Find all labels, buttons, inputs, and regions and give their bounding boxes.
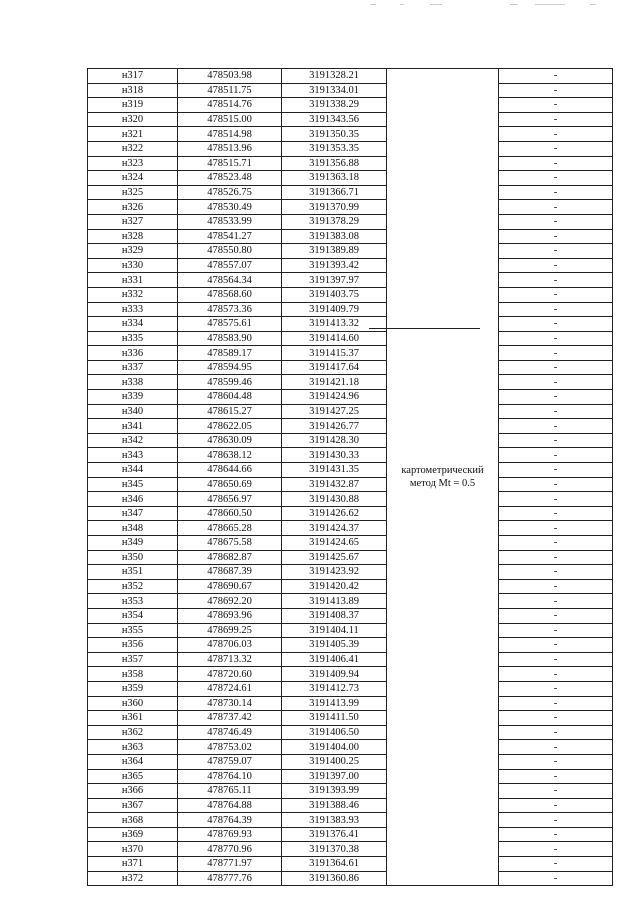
dash-cell: - [499,258,613,273]
y-coordinate-cell: 3191389.89 [282,244,387,259]
dash-cell: - [499,754,613,769]
point-name-cell: н329 [88,244,178,259]
dash-cell: - [499,594,613,609]
dash-cell: - [499,229,613,244]
table-row [88,331,613,346]
dash-cell: - [499,579,613,594]
y-coordinate-cell: 3191424.37 [282,521,387,536]
x-coordinate-cell: 478514.76 [178,98,282,113]
y-coordinate-cell: 3191415.37 [282,346,387,361]
x-coordinate-cell: 478630.09 [178,433,282,448]
table-row [88,360,613,375]
table-row [88,769,613,784]
x-coordinate-cell: 478511.75 [178,83,282,98]
dash-cell: - [499,141,613,156]
table-row [88,521,613,536]
point-name-cell: н367 [88,798,178,813]
dash-cell: - [499,536,613,551]
point-name-cell: н343 [88,448,178,463]
table-row [88,696,613,711]
point-name-cell: н351 [88,565,178,580]
x-coordinate-cell: 478660.50 [178,506,282,521]
point-name-cell: н318 [88,83,178,98]
table-row [88,448,613,463]
dash-cell: - [499,404,613,419]
dash-cell: - [499,346,613,361]
table-row [88,214,613,229]
x-coordinate-cell: 478764.10 [178,769,282,784]
table-row [88,112,613,127]
dash-cell: - [499,769,613,784]
dash-cell: - [499,638,613,653]
x-coordinate-cell: 478746.49 [178,725,282,740]
table-row [88,244,613,259]
y-coordinate-cell: 3191413.32 [282,317,387,332]
table-row [88,156,613,171]
table-row [88,98,613,113]
y-coordinate-cell: 3191426.62 [282,506,387,521]
dash-cell: - [499,725,613,740]
dash-cell: - [499,214,613,229]
point-name-cell: н344 [88,463,178,478]
x-coordinate-cell: 478513.96 [178,141,282,156]
dash-cell: - [499,317,613,332]
dash-cell: - [499,185,613,200]
dash-cell: - [499,360,613,375]
point-name-cell: н325 [88,185,178,200]
x-coordinate-cell: 478675.58 [178,536,282,551]
dash-cell: - [499,667,613,682]
table-row [88,871,613,886]
table-row [88,463,613,478]
x-coordinate-cell: 478656.97 [178,492,282,507]
table-row [88,827,613,842]
dash-cell: - [499,419,613,434]
table-row [88,579,613,594]
point-name-cell: н340 [88,404,178,419]
point-name-cell: н322 [88,141,178,156]
x-coordinate-cell: 478759.07 [178,754,282,769]
method-cell-divider [369,328,480,329]
y-coordinate-cell: 3191421.18 [282,375,387,390]
y-coordinate-cell: 3191411.50 [282,711,387,726]
point-name-cell: н357 [88,652,178,667]
x-coordinate-cell: 478541.27 [178,229,282,244]
dash-cell: - [499,171,613,186]
x-coordinate-cell: 478564.34 [178,273,282,288]
y-coordinate-cell: 3191328.21 [282,69,387,84]
x-coordinate-cell: 478550.80 [178,244,282,259]
dash-cell: - [499,871,613,886]
dash-cell: - [499,740,613,755]
y-coordinate-cell: 3191431.35 [282,463,387,478]
dash-cell: - [499,463,613,478]
table-row [88,813,613,828]
dash-cell: - [499,98,613,113]
method-label-line2: метод Mt = 0.5 [409,478,476,490]
point-name-cell: н341 [88,419,178,434]
dash-cell: - [499,857,613,872]
table-row [88,404,613,419]
dash-cell: - [499,112,613,127]
y-coordinate-cell: 3191423.92 [282,565,387,580]
method-label-line1: картометрический [401,465,484,477]
point-name-cell: н366 [88,784,178,799]
point-name-cell: н347 [88,506,178,521]
point-name-cell: н336 [88,346,178,361]
dash-cell: - [499,813,613,828]
x-coordinate-cell: 478665.28 [178,521,282,536]
point-name-cell: н324 [88,171,178,186]
x-coordinate-cell: 478622.05 [178,419,282,434]
dash-cell: - [499,273,613,288]
table-row [88,258,613,273]
x-coordinate-cell: 478615.27 [178,404,282,419]
y-coordinate-cell: 3191424.65 [282,536,387,551]
dash-cell: - [499,623,613,638]
table-row [88,754,613,769]
y-coordinate-cell: 3191334.01 [282,83,387,98]
x-coordinate-cell: 478770.96 [178,842,282,857]
y-coordinate-cell: 3191403.75 [282,287,387,302]
method-cell [387,69,499,886]
table-row [88,419,613,434]
x-coordinate-cell: 478713.32 [178,652,282,667]
dash-cell: - [499,521,613,536]
dash-cell: - [499,200,613,215]
table-row [88,477,613,492]
x-coordinate-cell: 478771.97 [178,857,282,872]
dash-cell: - [499,696,613,711]
dash-cell: - [499,492,613,507]
table-row [88,185,613,200]
table-row [88,273,613,288]
point-name-cell: н353 [88,594,178,609]
y-coordinate-cell: 3191408.37 [282,608,387,623]
point-name-cell: н363 [88,740,178,755]
point-name-cell: н371 [88,857,178,872]
y-coordinate-cell: 3191383.93 [282,813,387,828]
dash-cell: - [499,565,613,580]
y-coordinate-cell: 3191412.73 [282,681,387,696]
point-name-cell: н359 [88,681,178,696]
dash-cell: - [499,784,613,799]
x-coordinate-cell: 478769.93 [178,827,282,842]
table-row [88,171,613,186]
y-coordinate-cell: 3191376.41 [282,827,387,842]
table-row [88,287,613,302]
y-coordinate-cell: 3191428.30 [282,433,387,448]
x-coordinate-cell: 478764.88 [178,798,282,813]
table-row [88,83,613,98]
point-name-cell: н350 [88,550,178,565]
table-row [88,565,613,580]
table-row [88,652,613,667]
y-coordinate-cell: 3191420.42 [282,579,387,594]
dash-cell: - [499,156,613,171]
x-coordinate-cell: 478514.98 [178,127,282,142]
y-coordinate-cell: 3191360.86 [282,871,387,886]
x-coordinate-cell: 478699.25 [178,623,282,638]
point-name-cell: н326 [88,200,178,215]
dash-cell: - [499,287,613,302]
table-row [88,784,613,799]
y-coordinate-cell: 3191364.61 [282,857,387,872]
point-name-cell: н352 [88,579,178,594]
x-coordinate-cell: 478687.39 [178,565,282,580]
dash-cell: - [499,681,613,696]
dash-cell: - [499,390,613,405]
x-coordinate-cell: 478515.71 [178,156,282,171]
x-coordinate-cell: 478730.14 [178,696,282,711]
x-coordinate-cell: 478594.95 [178,360,282,375]
dash-cell: - [499,506,613,521]
table-row [88,550,613,565]
y-coordinate-cell: 3191338.29 [282,98,387,113]
x-coordinate-cell: 478690.67 [178,579,282,594]
table-row [88,725,613,740]
point-name-cell: н330 [88,258,178,273]
y-coordinate-cell: 3191417.64 [282,360,387,375]
x-coordinate-cell: 478706.03 [178,638,282,653]
y-coordinate-cell: 3191383.08 [282,229,387,244]
point-name-cell: н339 [88,390,178,405]
x-coordinate-cell: 478720.60 [178,667,282,682]
y-coordinate-cell: 3191397.97 [282,273,387,288]
point-name-cell: н354 [88,608,178,623]
y-coordinate-cell: 3191432.87 [282,477,387,492]
table-row [88,302,613,317]
dash-cell: - [499,127,613,142]
point-name-cell: н331 [88,273,178,288]
table-row [88,857,613,872]
table-row [88,390,613,405]
table-row [88,200,613,215]
y-coordinate-cell: 3191388.46 [282,798,387,813]
point-name-cell: н334 [88,317,178,332]
x-coordinate-cell: 478583.90 [178,331,282,346]
y-coordinate-cell: 3191393.99 [282,784,387,799]
scan-artifacts [300,0,620,10]
dash-cell: - [499,798,613,813]
y-coordinate-cell: 3191405.39 [282,638,387,653]
x-coordinate-cell: 478557.07 [178,258,282,273]
dash-cell: - [499,608,613,623]
table-row [88,506,613,521]
y-coordinate-cell: 3191363.18 [282,171,387,186]
dash-cell: - [499,302,613,317]
point-name-cell: н317 [88,69,178,84]
dash-cell: - [499,69,613,84]
table-row [88,842,613,857]
table-row [88,798,613,813]
dash-cell: - [499,83,613,98]
y-coordinate-cell: 3191409.94 [282,667,387,682]
dash-cell: - [499,331,613,346]
y-coordinate-cell: 3191426.77 [282,419,387,434]
y-coordinate-cell: 3191400.25 [282,754,387,769]
x-coordinate-cell: 478515.00 [178,112,282,127]
x-coordinate-cell: 478765.11 [178,784,282,799]
y-coordinate-cell: 3191378.29 [282,214,387,229]
point-name-cell: н342 [88,433,178,448]
x-coordinate-cell: 478575.61 [178,317,282,332]
x-coordinate-cell: 478764.39 [178,813,282,828]
point-name-cell: н368 [88,813,178,828]
point-name-cell: н335 [88,331,178,346]
point-name-cell: н360 [88,696,178,711]
x-coordinate-cell: 478737.42 [178,711,282,726]
y-coordinate-cell: 3191409.79 [282,302,387,317]
table-row [88,141,613,156]
x-coordinate-cell: 478526.75 [178,185,282,200]
coordinates-table-body [88,69,613,886]
point-name-cell: н364 [88,754,178,769]
x-coordinate-cell: 478530.49 [178,200,282,215]
point-name-cell: н349 [88,536,178,551]
point-name-cell: н328 [88,229,178,244]
point-name-cell: н337 [88,360,178,375]
y-coordinate-cell: 3191414.60 [282,331,387,346]
table-row [88,127,613,142]
table-row [88,433,613,448]
y-coordinate-cell: 3191427.25 [282,404,387,419]
point-name-cell: н361 [88,711,178,726]
point-name-cell: н345 [88,477,178,492]
x-coordinate-cell: 478573.36 [178,302,282,317]
table-row [88,608,613,623]
y-coordinate-cell: 3191350.35 [282,127,387,142]
x-coordinate-cell: 478693.96 [178,608,282,623]
point-name-cell: н362 [88,725,178,740]
table-row [88,69,613,84]
table-row [88,740,613,755]
point-name-cell: н333 [88,302,178,317]
point-name-cell: н365 [88,769,178,784]
dash-cell: - [499,433,613,448]
table-row [88,492,613,507]
x-coordinate-cell: 478777.76 [178,871,282,886]
point-name-cell: н321 [88,127,178,142]
point-name-cell: н355 [88,623,178,638]
y-coordinate-cell: 3191356.88 [282,156,387,171]
x-coordinate-cell: 478568.60 [178,287,282,302]
y-coordinate-cell: 3191404.11 [282,623,387,638]
x-coordinate-cell: 478753.02 [178,740,282,755]
x-coordinate-cell: 478692.20 [178,594,282,609]
table-row [88,229,613,244]
point-name-cell: н346 [88,492,178,507]
point-name-cell: н323 [88,156,178,171]
dash-cell: - [499,652,613,667]
point-name-cell: н319 [88,98,178,113]
point-name-cell: н348 [88,521,178,536]
x-coordinate-cell: 478604.48 [178,390,282,405]
point-name-cell: н320 [88,112,178,127]
x-coordinate-cell: 478644.66 [178,463,282,478]
table-row [88,346,613,361]
point-name-cell: н332 [88,287,178,302]
y-coordinate-cell: 3191353.35 [282,141,387,156]
y-coordinate-cell: 3191393.42 [282,258,387,273]
dash-cell: - [499,244,613,259]
y-coordinate-cell: 3191343.56 [282,112,387,127]
table-row [88,623,613,638]
table-row [88,594,613,609]
point-name-cell: н372 [88,871,178,886]
coordinates-table [87,68,613,886]
x-coordinate-cell: 478682.87 [178,550,282,565]
table-row [88,536,613,551]
y-coordinate-cell: 3191413.89 [282,594,387,609]
y-coordinate-cell: 3191366.71 [282,185,387,200]
table-row [88,638,613,653]
y-coordinate-cell: 3191430.33 [282,448,387,463]
x-coordinate-cell: 478650.69 [178,477,282,492]
point-name-cell: н338 [88,375,178,390]
y-coordinate-cell: 3191424.96 [282,390,387,405]
dash-cell: - [499,842,613,857]
point-name-cell: н358 [88,667,178,682]
table-row [88,681,613,696]
y-coordinate-cell: 3191406.50 [282,725,387,740]
dash-cell: - [499,827,613,842]
dash-cell: - [499,550,613,565]
y-coordinate-cell: 3191425.67 [282,550,387,565]
y-coordinate-cell: 3191430.88 [282,492,387,507]
table-row [88,317,613,332]
point-name-cell: н370 [88,842,178,857]
y-coordinate-cell: 3191413.99 [282,696,387,711]
point-name-cell: н356 [88,638,178,653]
point-name-cell: н369 [88,827,178,842]
x-coordinate-cell: 478724.61 [178,681,282,696]
x-coordinate-cell: 478599.46 [178,375,282,390]
y-coordinate-cell: 3191404.00 [282,740,387,755]
y-coordinate-cell: 3191370.99 [282,200,387,215]
dash-cell: - [499,448,613,463]
x-coordinate-cell: 478523.48 [178,171,282,186]
dash-cell: - [499,477,613,492]
y-coordinate-cell: 3191370.38 [282,842,387,857]
table-row [88,667,613,682]
point-name-cell: н327 [88,214,178,229]
dash-cell: - [499,711,613,726]
x-coordinate-cell: 478533.99 [178,214,282,229]
x-coordinate-cell: 478503.98 [178,69,282,84]
table-row [88,711,613,726]
y-coordinate-cell: 3191406.41 [282,652,387,667]
x-coordinate-cell: 478589.17 [178,346,282,361]
table-row [88,375,613,390]
x-coordinate-cell: 478638.12 [178,448,282,463]
dash-cell: - [499,375,613,390]
y-coordinate-cell: 3191397.00 [282,769,387,784]
